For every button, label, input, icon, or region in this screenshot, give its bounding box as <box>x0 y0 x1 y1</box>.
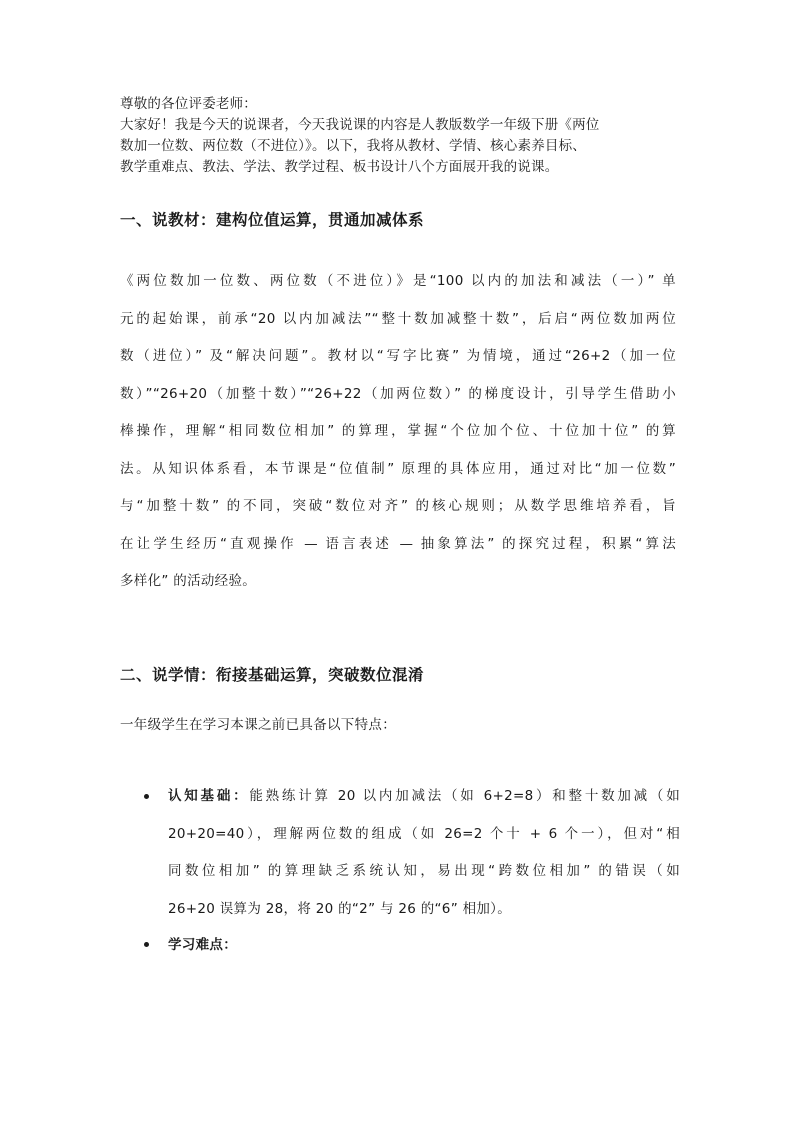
bullet-text: 能熟练计算 20 以内加减法（如 6+2=8）和整十数加减（如 <box>249 788 680 804</box>
intro-line: 教学重难点、教法、学法、教学过程、板书设计八个方面展开我的说课。 <box>120 159 559 175</box>
paragraph-line: 数）”“26+20（加整十数）”“26+22（加两位数）” 的梯度设计，引导学生借助小 <box>120 385 676 402</box>
bullet-label: 认知基础： <box>168 788 250 804</box>
learners-lead: 一年级学生在学习本课之前已具备以下特点： <box>120 717 396 733</box>
paragraph-line: 多样化” 的活动经验。 <box>120 573 257 589</box>
paragraph-line: 与“加整十数” 的不同，突破“数位对齐” 的核心规则；从数学思维培养看，旨 <box>120 498 676 514</box>
section-heading-learners: 二、说学情：衔接基础运算，突破数位混淆 <box>120 666 425 684</box>
bullet-line: 20+20=40），理解两位数的组成（如 26=2 个十 + 6 个一），但对“相 <box>168 825 680 842</box>
paragraph-line: 《两位数加一位数、两位数（不进位）》是“100 以内的加法和减法（一）” 单 <box>120 273 676 289</box>
intro-line: 大家好！我是今天的说课者，今天我说课的内容是人教版数学一年级下册《两位 <box>120 117 600 133</box>
bullet-first-line <box>168 778 680 816</box>
paragraph-line: 数（进位）” 及“解决问题”。教材以“写字比赛” 为情境，通过“26+2（加一位 <box>120 348 676 364</box>
paragraph-line: 元的起始课，前承“20 以内加减法”“整十数加减整十数”，后启“两位数加两位 <box>120 310 676 327</box>
bullet-icon <box>144 794 149 799</box>
paragraph-line: 法。从知识体系看，本节课是“位值制” 原理的具体应用，通过对比“加一位数” <box>120 460 676 477</box>
bullet-line: 26+20 误算为 28，将 20 的“2” 与 26 的“6” 相加）。 <box>168 900 512 917</box>
intro-line: 数加一位数、两位数（不进位）》。以下，我将从教材、学情、核心素养目标、 <box>120 138 586 154</box>
bullet-list <box>140 778 680 962</box>
intro-block <box>120 94 680 178</box>
paragraph-line: 在让学生经历“直观操作 — 语言表述 — 抽象算法” 的探究过程，积累“算法 <box>120 535 676 552</box>
textbook-paragraph <box>120 263 676 601</box>
bullet-icon <box>144 942 149 947</box>
bullet-line: 同数位相加” 的算理缺乏系统认知，易出现“跨数位相加” 的错误（如 <box>168 863 680 879</box>
paragraph-line: 棒操作，理解“相同数位相加” 的算理，掌握“个位加个位、十位加十位” 的算 <box>120 423 676 439</box>
greeting: 尊敬的各位评委老师： <box>120 96 257 112</box>
list-item <box>140 928 680 962</box>
bullet-label: 学习难点： <box>168 937 237 953</box>
section-heading-textbook: 一、说教材：建构位值运算，贯通加减体系 <box>120 211 425 229</box>
list-item <box>140 778 680 928</box>
